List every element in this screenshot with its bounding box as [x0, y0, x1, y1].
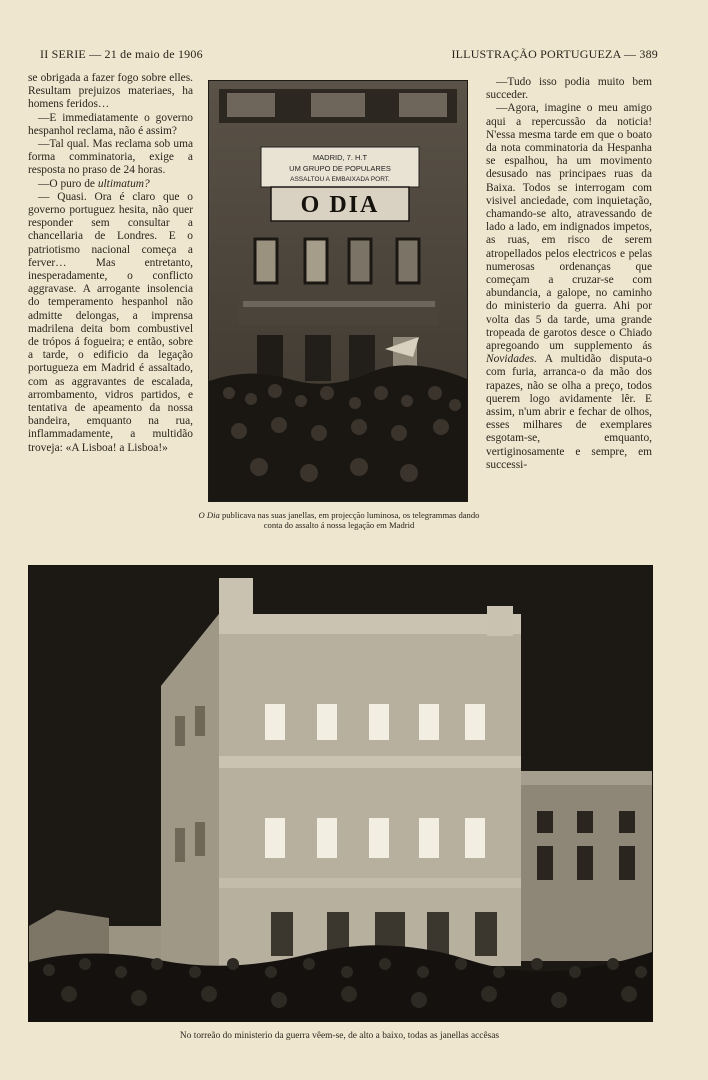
right-text-column [486, 76, 652, 472]
italic-term: ultimatum? [97, 177, 150, 190]
paragraph: —Tudo isso podia muito bem succeder. [486, 76, 652, 102]
paragraph-text: —Agora, imagine o meu amigo aqui a repercussão da noticia! N'essa mesma tarde em que o boato da nota comminatoria da Hespanha se espalhou, ha um movimento desusado nas principaes ruas da Baixa. Todos se interrogam com visivel anciedade, com inquietação, chamando-se alto, atravessando de lado a lado, em indignados impetos, as ruas, em risco de serem atropellados pelos electricos e pelas numerosas ordenanças que começam a cruzar-se com abundancia, a galope, no caminho do ministerio da guerra. Ahi por volta das 5 da tarde, uma grande tropeada de garotos desce o Chiado apregoando um supplemento ás [486, 102, 652, 353]
left-text-column [28, 72, 193, 455]
paragraph: se obrigada a fazer fogo sobre elles. Resultam prejuizos materiaes, ha homens feridos… [28, 72, 193, 111]
photo-bottom-caption: No torreão do ministerio da guerra vêem-se, de alto a baixo, todas as janellas accêsas [179, 1031, 500, 1041]
paragraph: —Tal qual. Mas reclama sob uma forma comminatoria, exige a resposta no praso de 24 horas. [28, 138, 193, 177]
caption-text: publicava nas suas janellas, em projecção luminosa, os telegrammas dando conta do assalto á nossa legação em Madrid [221, 510, 480, 531]
o-dia-banner: O DIA [300, 192, 380, 218]
photo-o-dia-image [209, 81, 467, 501]
sign-line-1: MADRID, 7. H.T [312, 153, 368, 162]
paragraph-text: A multidão disputa-o com furia, arranca-o da mão dos rapazes, não se olha a preço, todos querem logo avidamente lêr. E assim, n'um abrir e fechar de olhos, esses milhares de exemplares esgotam-se, emquanto, vertiginosamente e sempre, em successi- [486, 353, 653, 471]
photo-war-ministry-image [29, 566, 652, 1021]
photo-top-caption [193, 510, 485, 531]
running-header-title-page: ILLUSTRAÇÃO PORTUGUEZA — 389 [451, 47, 658, 61]
sign-line-2: UM GRUPO DE POPULARES [289, 164, 391, 173]
paragraph [486, 102, 652, 472]
paragraph [28, 178, 193, 191]
paragraph: — Quasi. Ora é claro que o governo portuguez hesita, não quer responder sem consultar a chancellaria de Londres. E o patriotismo nacional começa a ferver… Mas entretanto, inesperadamente, o conflicto aggravase. A arrogante insolencia do temperamento hespanhol não admitte delongas, a imprensa madrilena deita bom combustivel de trópos á fogueira; e então, sobre a tarde, o edificio da legação portugueza em Madrid é assaltado, com as aggravantes de escalada, arrombamento, vidros partidos, e tentativa de apeamento da nossa bandeira, emquanto na rua, inflammadamente, a multidão troveja: «A Lisboa! a Lisboa!» [28, 190, 193, 454]
caption-newspaper-name: O Dia [198, 510, 220, 520]
paragraph: —E immediatamente o governo hespanhol reclama, não é assim? [28, 111, 193, 137]
photo-o-dia-building [208, 80, 468, 502]
italic-term: Novidades. [486, 353, 537, 366]
paragraph-text: —O puro de [38, 177, 95, 190]
running-header-date: II SERIE — 21 de maio de 1906 [40, 47, 203, 61]
photo-war-ministry [28, 565, 653, 1022]
sign-line-3: ASSALTOU A EMBAIXADA PORT. [290, 176, 390, 183]
